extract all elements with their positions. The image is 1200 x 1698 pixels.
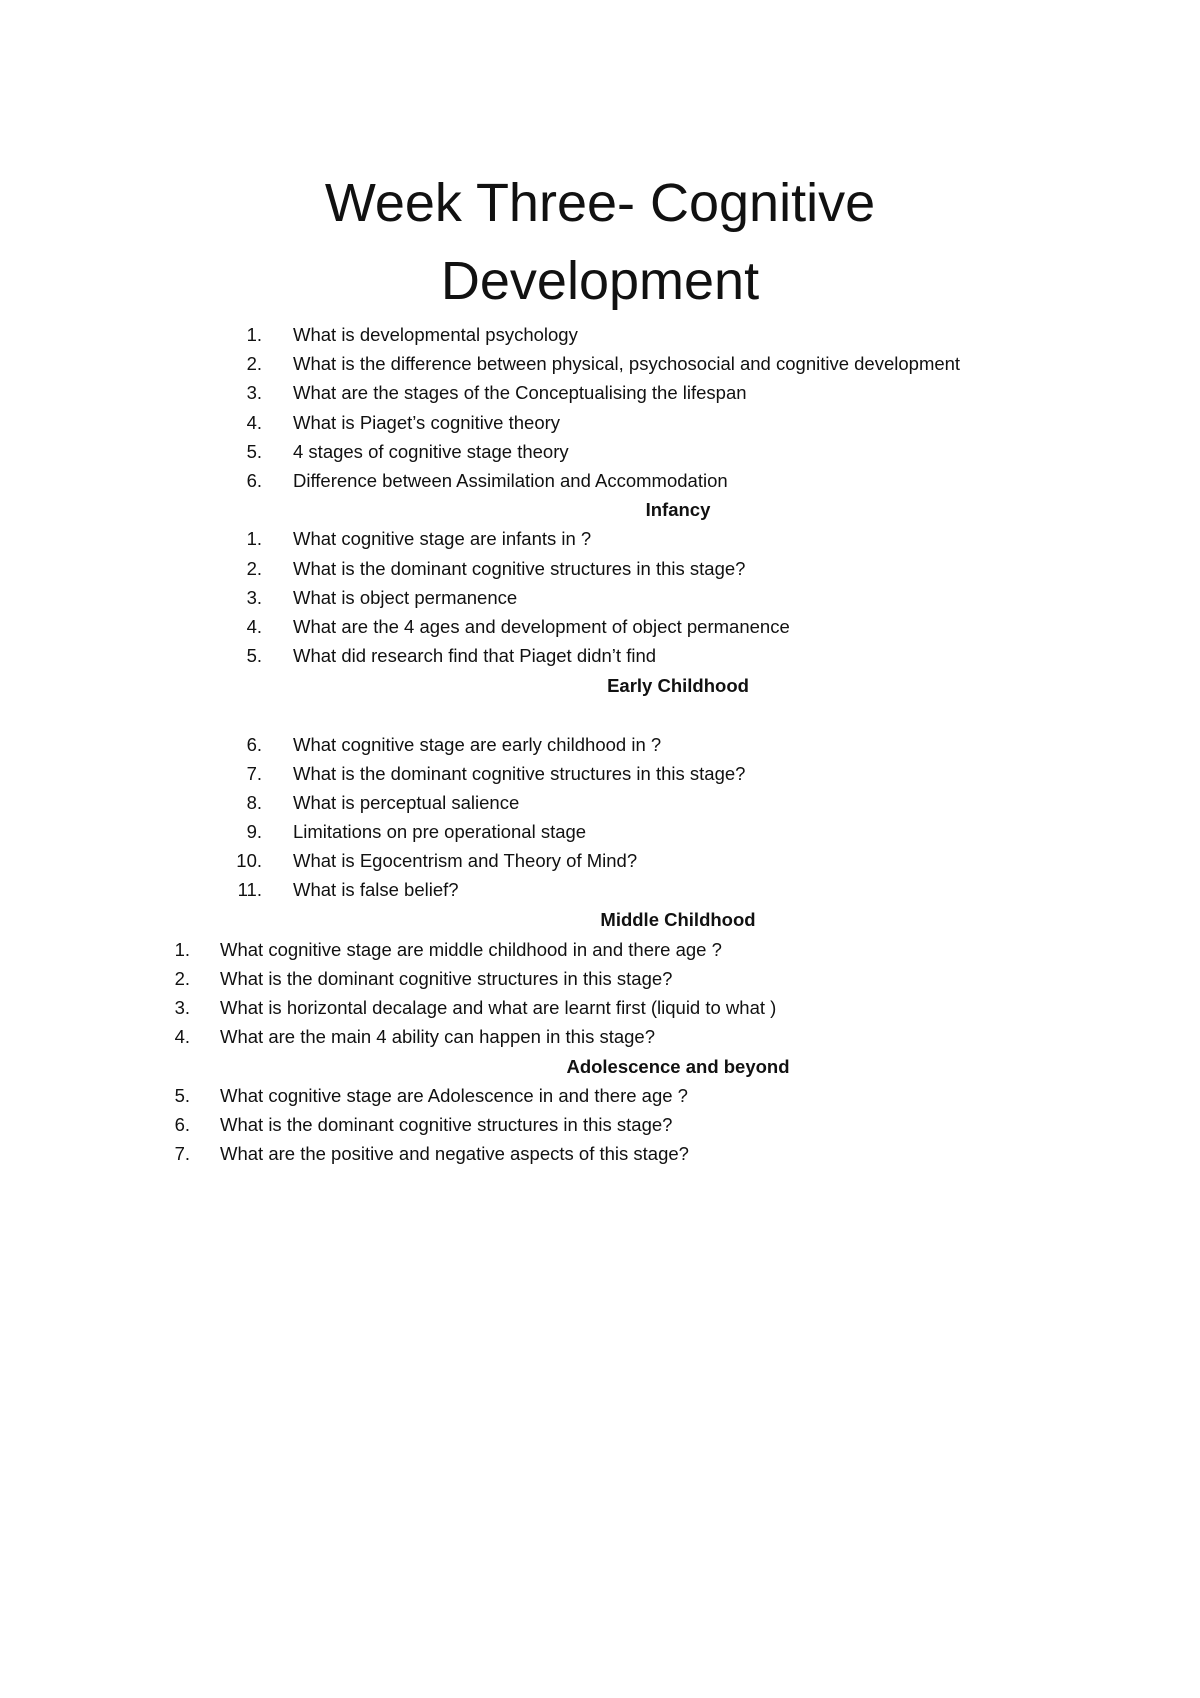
page-title-line-1: Week Three- Cognitive [324, 173, 876, 233]
list-text: 4 stages of cognitive stage theory [293, 441, 569, 462]
list-text: What is the difference between physical, psychosocial and cognitive development [293, 353, 961, 374]
list-number: 6. [246, 470, 262, 491]
list-text: What is the dominant cognitive structures in this stage? [220, 1114, 673, 1135]
list-text: What did research find that Piaget didn’t find [293, 645, 657, 666]
section-heading-adolescence: Adolescence and beyond [566, 1056, 790, 1077]
list-number: 1. [246, 528, 262, 549]
list-text: What cognitive stage are Adolescence in and there age ? [220, 1085, 688, 1106]
list-number: 8. [246, 792, 262, 813]
list-number: 6. [246, 734, 262, 755]
list-text: Difference between Assimilation and Accommodation [293, 470, 728, 491]
list-number: 5. [246, 645, 262, 666]
list-number: 9. [246, 821, 262, 842]
list-number: 5. [174, 1085, 190, 1106]
section-heading-infancy: Infancy [645, 499, 711, 520]
list-number: 4. [246, 412, 262, 433]
list-text: What is Egocentrism and Theory of Mind? [293, 850, 638, 871]
list-number: 5. [246, 441, 262, 462]
list-number: 2. [174, 968, 190, 989]
list-text: What is object permanence [293, 587, 518, 608]
list-text: What is the dominant cognitive structures in this stage? [220, 968, 673, 989]
list-text: What are the stages of the Conceptualising the lifespan [293, 382, 747, 403]
list-text: What is perceptual salience [293, 792, 520, 813]
list-text: What is false belief? [293, 879, 459, 900]
list-number: 3. [246, 587, 262, 608]
section-heading-middle-childhood: Middle Childhood [600, 909, 756, 930]
page-title-line-2: Development [440, 251, 760, 311]
list-number: 6. [174, 1114, 190, 1135]
list-text: What are the main 4 ability can happen in this stage? [220, 1026, 656, 1047]
list-number: 4. [174, 1026, 190, 1047]
list-number: 1. [174, 939, 190, 960]
list-number: 1. [246, 324, 262, 345]
list-number: 7. [246, 763, 262, 784]
list-number: 10. [236, 850, 262, 871]
list-text: What is the dominant cognitive structures in this stage? [293, 558, 746, 579]
list-text: What cognitive stage are middle childhood in and there age ? [220, 939, 722, 960]
list-text: What is the dominant cognitive structures in this stage? [293, 763, 746, 784]
list-text: What are the 4 ages and development of object permanence [293, 616, 790, 637]
section-heading-early-childhood: Early Childhood [607, 675, 749, 696]
list-text: Limitations on pre operational stage [293, 821, 587, 842]
list-text: What is horizontal decalage and what are learnt first (liquid to what ) [220, 997, 777, 1018]
list-number: 3. [174, 997, 190, 1018]
list-text: What is Piaget’s cognitive theory [293, 412, 561, 433]
list-text: What are the positive and negative aspects of this stage? [220, 1143, 689, 1164]
list-number: 3. [246, 382, 262, 403]
list-number: 2. [246, 558, 262, 579]
list-text: What cognitive stage are infants in ? [293, 528, 592, 549]
list-number: 7. [174, 1143, 190, 1164]
list-text: What cognitive stage are early childhood in ? [293, 734, 662, 755]
list-number: 4. [246, 616, 262, 637]
list-number: 11. [237, 879, 262, 900]
list-text: What is developmental psychology [293, 324, 578, 345]
list-number: 2. [246, 353, 262, 374]
